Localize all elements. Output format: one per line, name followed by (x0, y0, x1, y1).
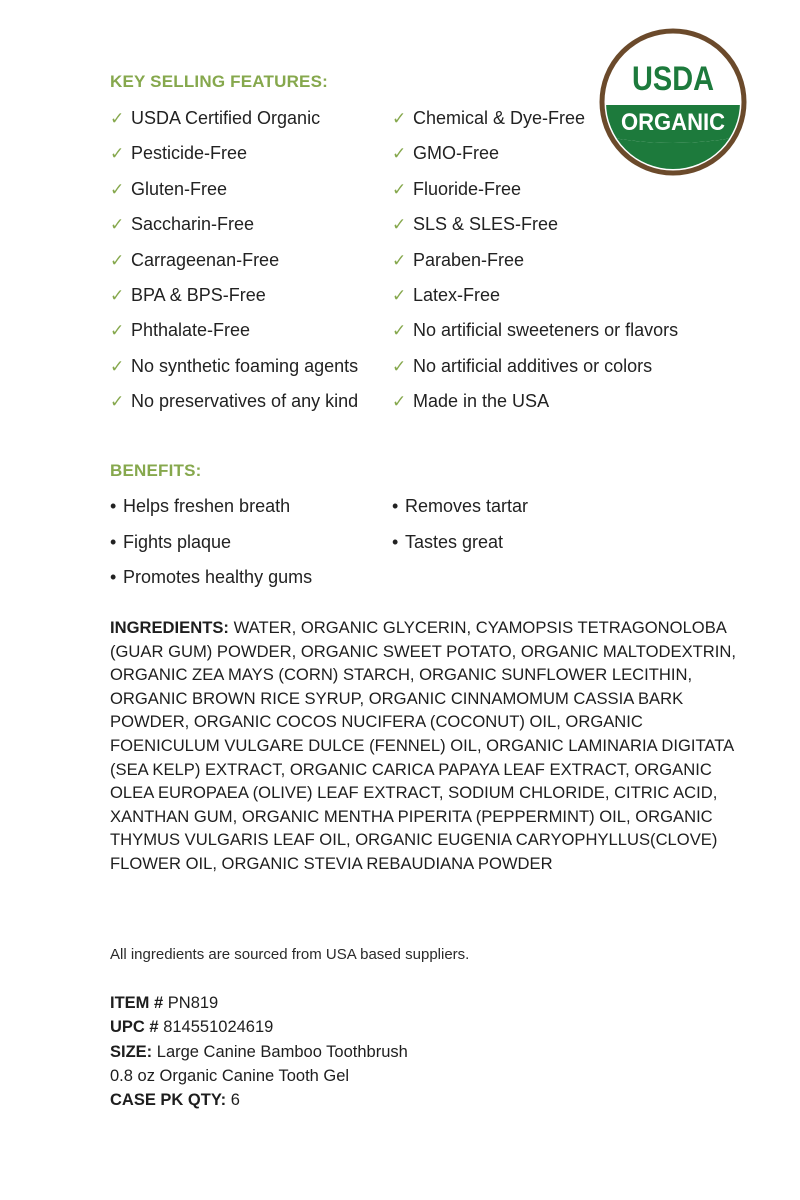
feature-label: No synthetic foaming agents (131, 355, 359, 376)
upc-value: 814551024619 (163, 1018, 274, 1037)
check-icon: ✓ (110, 215, 125, 235)
feature-item (110, 212, 358, 247)
benefit-label: Tastes great (405, 531, 504, 552)
feature-item (110, 141, 358, 176)
check-icon: ✓ (392, 215, 407, 235)
check-icon: ✓ (110, 179, 125, 199)
feature-item (392, 389, 678, 424)
feature-item (110, 283, 358, 318)
item-number-row (110, 991, 408, 1015)
size-label: SIZE: (110, 1042, 153, 1061)
benefits-list-left (110, 494, 312, 601)
bullet-icon: • (110, 496, 117, 516)
benefit-item (110, 530, 312, 566)
feature-item (110, 389, 358, 424)
upc-label: UPC # (110, 1018, 159, 1037)
feature-label: Gluten-Free (131, 178, 228, 199)
benefit-item (392, 494, 528, 530)
feature-item (392, 212, 678, 247)
benefits-heading: BENEFITS: (110, 461, 202, 480)
benefit-item (392, 530, 528, 566)
feature-label: USDA Certified Organic (131, 108, 321, 128)
check-icon: ✓ (110, 144, 125, 164)
feature-label: Made in the USA (413, 391, 550, 412)
item-number-label: ITEM # (110, 994, 164, 1012)
check-icon: ✓ (110, 250, 125, 270)
feature-label: Phthalate-Free (131, 320, 251, 341)
benefit-label: Helps freshen breath (123, 496, 291, 516)
check-icon: ✓ (392, 285, 407, 305)
feature-label: No artificial sweeteners or flavors (413, 320, 679, 341)
bullet-icon: • (392, 496, 399, 516)
check-icon: ✓ (110, 321, 125, 341)
feature-item (110, 248, 358, 283)
bullet-icon: • (110, 531, 117, 552)
check-icon: ✓ (392, 144, 407, 164)
feature-label: GMO-Free (413, 143, 500, 164)
upc-row (110, 1015, 408, 1039)
check-icon: ✓ (392, 356, 407, 376)
benefits-list-right (392, 494, 528, 565)
feature-label: Paraben-Free (413, 249, 525, 270)
seal-usda-text: USDA (632, 60, 714, 98)
feature-label: Pesticide-Free (131, 143, 248, 164)
feature-item (392, 248, 678, 283)
benefit-label: Promotes healthy gums (123, 567, 313, 587)
ingredients-text: WATER, ORGANIC GLYCERIN, CYAMOPSIS TETRAGONOLOBA (GUAR GUM) POWDER, ORGANIC SWEET POTATO, ORGANIC MALTODEXTRIN, ORGANIC ZEA MAYS (CORN) STARCH, ORGANIC SUNFLOWER LECITHIN, ORGANIC BROWN RICE SYRUP, ORGANIC CINNAMOMUM CASSIA BARK POWDER, ORGANIC COCOS NUCIFERA (COCONUT) OIL, ORGANIC FOENICULUM VULGARE DULCE (FENNEL) OIL, ORGANIC LAMINARIA DIGITATA (SEA KELP) EXTRACT, ORGANIC CARICA PAPAYA LEAF EXTRACT, ORGANIC OLEA EUROPAEA (OLIVE) LEAF EXTRACT, SODIUM CHLORIDE, CITRIC ACID, XANTHAN GUM, ORGANIC MENTHA PIPERITA (PEPPERMINT) OIL, ORGANIC THYMUS VULGARIS LEAF OIL, ORGANIC EUGENIA CARYOPHYLLUS(CLOVE) FLOWER OIL, ORGANIC STEVIA REBAUDIANA POWDER (110, 618, 736, 873)
feature-label: Latex-Free (413, 284, 501, 305)
check-icon: ✓ (110, 356, 125, 376)
case-pack-row (110, 1088, 408, 1112)
feature-label: BPA & BPS-Free (131, 284, 266, 305)
feature-item (392, 177, 678, 212)
benefit-item (110, 494, 312, 530)
feature-label: No preservatives of any kind (131, 391, 359, 412)
usda-organic-seal (598, 27, 748, 177)
size-row-2 (110, 1064, 408, 1088)
feature-label: No artificial additives or colors (413, 355, 653, 376)
features-list-left (110, 106, 358, 425)
item-number-value: PN819 (167, 994, 219, 1012)
key-selling-features-heading: KEY SELLING FEATURES: (110, 72, 328, 91)
bullet-icon: • (110, 567, 117, 587)
feature-item (110, 318, 358, 353)
feature-item (392, 283, 678, 318)
check-icon: ✓ (392, 392, 407, 412)
check-icon: ✓ (392, 179, 407, 199)
feature-label: SLS & SLES-Free (413, 214, 559, 235)
feature-item (110, 177, 358, 212)
feature-item (392, 318, 678, 353)
ingredients-paragraph (110, 616, 750, 876)
bullet-icon: • (392, 531, 399, 552)
feature-item (392, 354, 678, 389)
check-icon: ✓ (392, 109, 407, 128)
benefit-label: Fights plaque (123, 531, 232, 552)
benefit-label: Removes tartar (405, 496, 529, 516)
feature-label: Carrageenan-Free (131, 249, 280, 270)
sourcing-note: All ingredients are sourced from USA based suppliers. (110, 946, 470, 963)
check-icon: ✓ (110, 392, 125, 412)
check-icon: ✓ (392, 250, 407, 270)
size-row (110, 1040, 408, 1064)
check-icon: ✓ (110, 285, 125, 305)
case-pack-value: 6 (230, 1091, 240, 1110)
feature-label: Chemical & Dye-Free (413, 108, 586, 128)
benefit-item (110, 565, 312, 601)
seal-organic-text: ORGANIC (621, 109, 725, 136)
check-icon: ✓ (110, 109, 125, 128)
check-icon: ✓ (392, 321, 407, 341)
feature-label: Fluoride-Free (413, 178, 522, 199)
size-value-2: 0.8 oz Organic Canine Tooth Gel (110, 1066, 350, 1085)
feature-item (110, 354, 358, 389)
feature-label: Saccharin-Free (131, 214, 255, 235)
ingredients-label: INGREDIENTS: (110, 618, 229, 637)
case-pack-label: CASE PK QTY: (110, 1091, 227, 1110)
feature-item (110, 106, 358, 141)
size-value-1: Large Canine Bamboo Toothbrush (156, 1042, 408, 1061)
item-info-block (110, 991, 408, 1112)
